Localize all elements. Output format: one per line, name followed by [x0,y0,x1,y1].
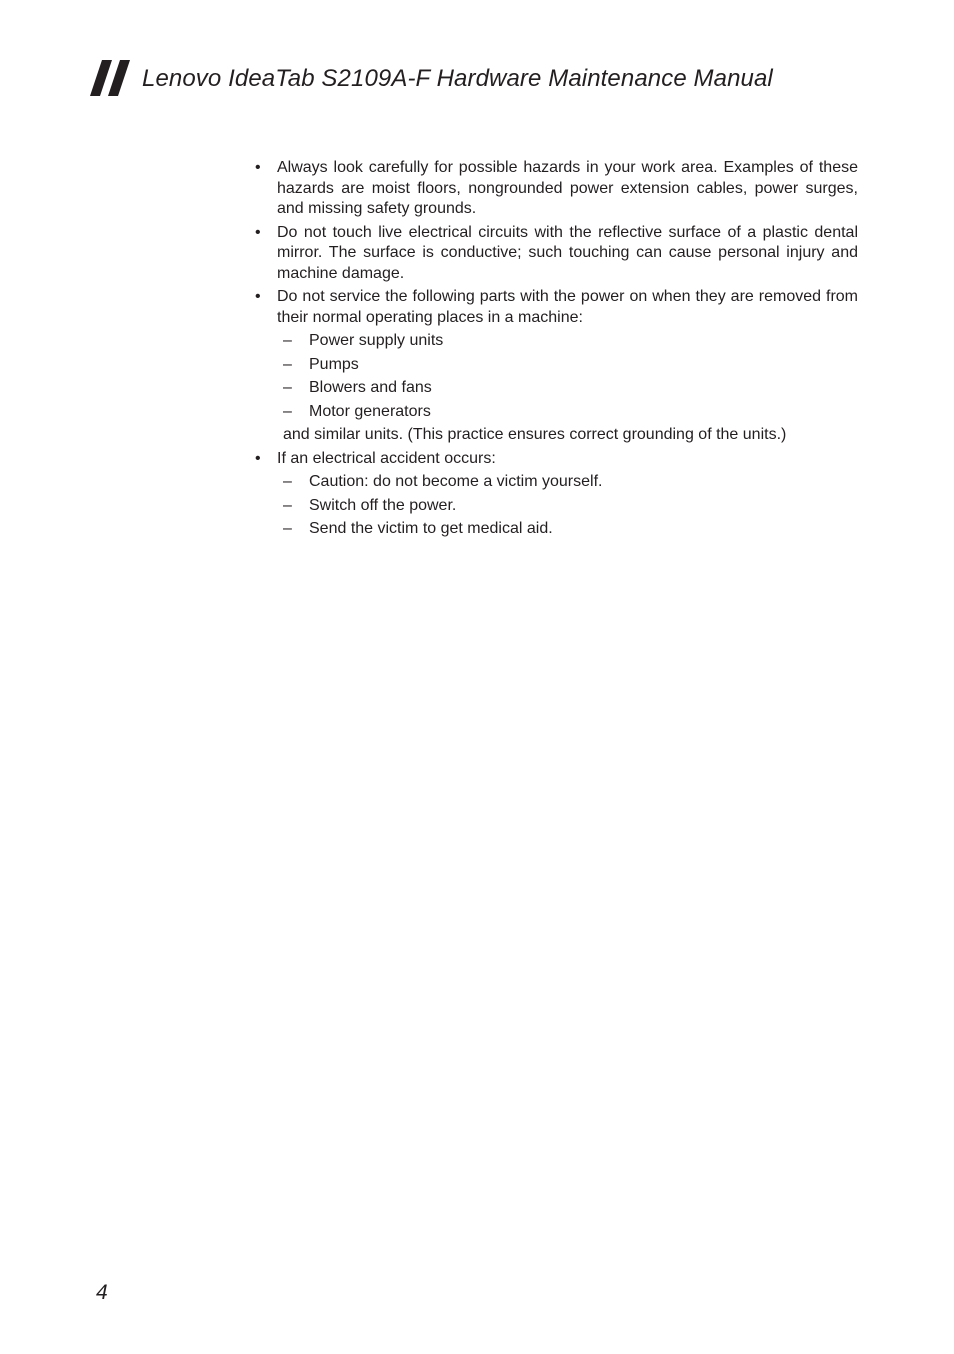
document-title: Lenovo IdeaTab S2109A-F Hardware Maintenance Manual [142,65,773,92]
sub-list [277,331,858,422]
dash-marker: – [283,520,292,537]
sub-list-item [277,496,858,517]
dash-marker: – [283,355,292,373]
dash-marker: – [283,496,292,514]
bullet-list [255,158,858,540]
sub-item-text: Send the victim to get medical aid. [309,520,553,537]
sub-list [277,472,858,540]
sub-item-text: Motor generators [309,402,431,420]
sub-item-text: Caution: do not become a victim yourself. [309,473,603,490]
sub-list-item [277,331,858,352]
sub-list-item [277,472,858,493]
bullet-text: Always look carefully for possible hazards in your work area. Examples of these hazards are moist floors, nongrounded power extension cables, power surges, and missing safety grounds. [277,159,858,217]
list-item [255,449,858,540]
sub-list-item [277,378,858,399]
sub-list-item [277,519,858,540]
dash-marker: – [283,379,292,396]
double-slash-icon [90,60,136,96]
page-header [90,58,773,98]
sub-item-text: Pumps [309,355,359,373]
sub-item-text: Power supply units [309,332,444,349]
dash-marker: – [283,332,292,349]
page-number: 4 [96,1281,108,1304]
dash-marker: – [283,402,292,420]
list-item [255,158,858,220]
dash-marker: – [283,473,292,490]
sub-list-item [277,402,858,423]
bullet-marker: • [255,449,261,467]
list-item [255,287,858,446]
sub-item-text: Switch off the power. [309,496,457,514]
bullet-marker: • [255,223,261,241]
list-item [255,223,858,285]
bullet-marker: • [255,288,261,305]
bullet-text: Do not service the following parts with the power on when they are removed from their normal operating places in a machine: [277,288,858,326]
safety-content [255,158,858,543]
bullet-text: Do not touch live electrical circuits with the reflective surface of a plastic dental mirror. The surface is conductive; such touching can cause personal injury and machine damage. [277,223,858,282]
bullet-text: If an electrical accident occurs: [277,449,496,467]
after-note: and similar units. (This practice ensures correct grounding of the units.) [283,426,787,443]
bullet-marker: • [255,159,261,176]
sub-item-text: Blowers and fans [309,379,432,396]
sub-list-item [277,355,858,376]
